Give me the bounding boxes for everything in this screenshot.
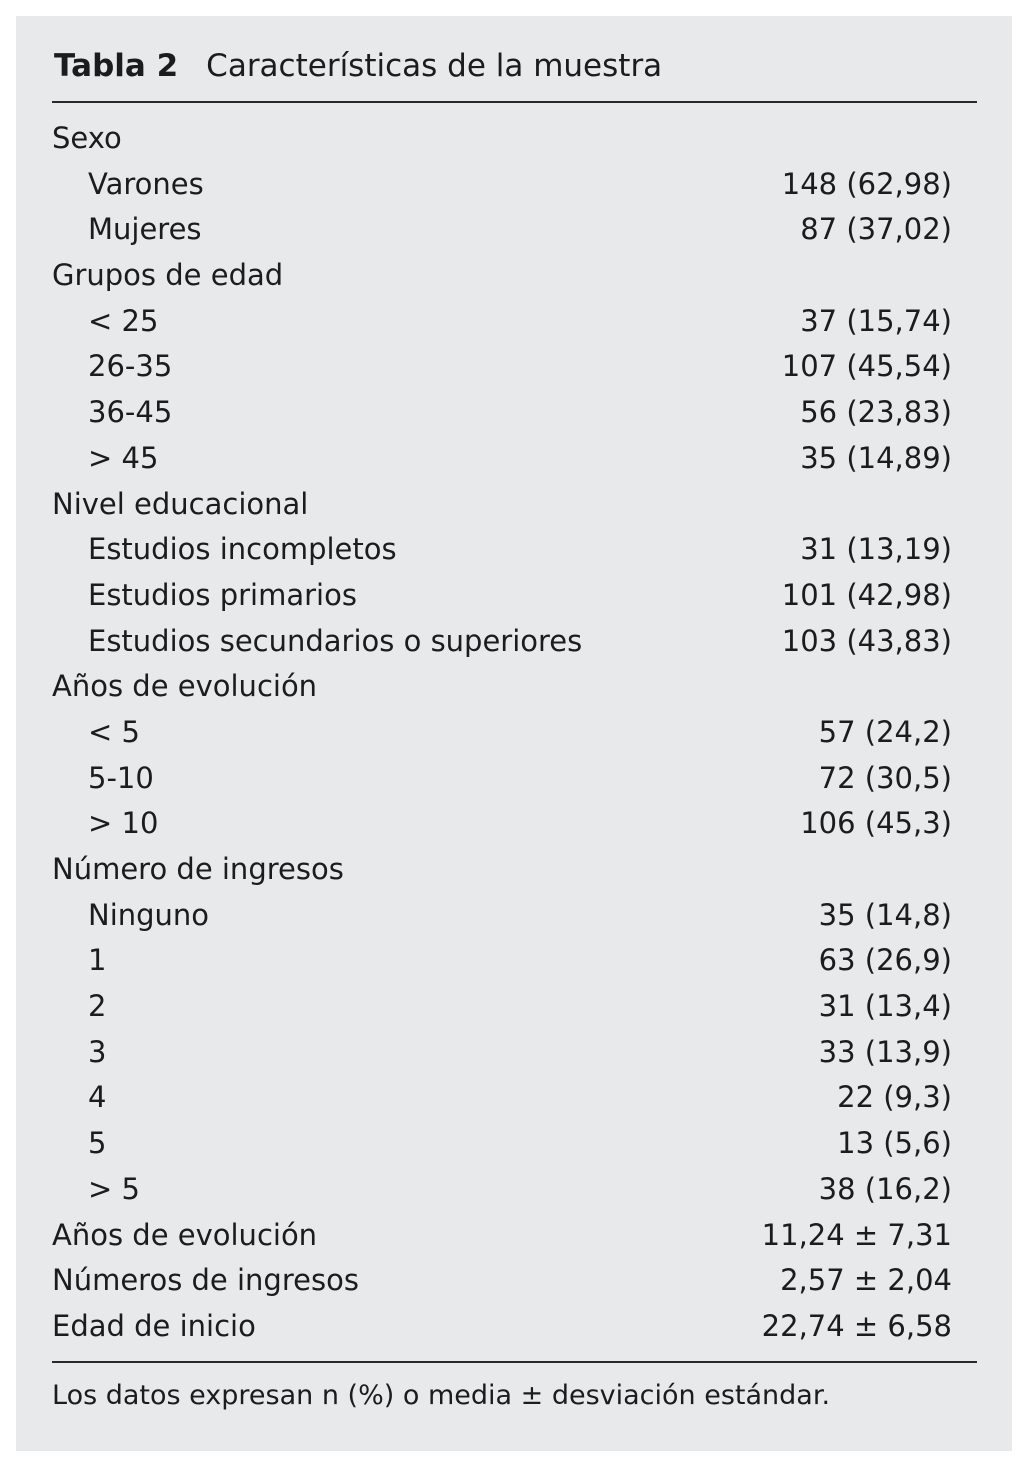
table-footnote: Los datos expresan n (%) o media ± desviación estándar. bbox=[52, 1380, 831, 1411]
row-value: 107 (45,54) bbox=[781, 349, 952, 384]
row-label: Números de ingresos bbox=[52, 1263, 359, 1298]
table-row-summary bbox=[52, 1304, 977, 1350]
row-label: Nivel educacional bbox=[52, 486, 309, 521]
row-value: 13 (5,6) bbox=[837, 1126, 952, 1161]
row-value: 106 (45,3) bbox=[800, 806, 952, 841]
table-body bbox=[52, 116, 977, 1350]
row-value: 63 (26,9) bbox=[818, 943, 952, 978]
row-label: Años de evolución bbox=[52, 1217, 318, 1252]
table-row-group bbox=[52, 482, 977, 528]
row-value: 35 (14,89) bbox=[800, 440, 952, 475]
top-rule bbox=[52, 101, 977, 103]
table-row bbox=[52, 984, 977, 1030]
row-label: Años de evolución bbox=[52, 669, 318, 704]
bottom-rule bbox=[52, 1361, 977, 1363]
row-label: Número de ingresos bbox=[52, 852, 344, 886]
row-label: 36-45 bbox=[88, 395, 173, 430]
table-row bbox=[52, 1167, 977, 1213]
row-value: 87 (37,02) bbox=[800, 212, 952, 247]
row-value: 72 (30,5) bbox=[818, 760, 952, 795]
row-label: Estudios secundarios o superiores bbox=[88, 623, 583, 658]
table-row bbox=[52, 390, 977, 436]
row-value: 33 (13,9) bbox=[818, 1034, 952, 1069]
row-value: 31 (13,4) bbox=[818, 989, 952, 1024]
table-row bbox=[52, 344, 977, 390]
row-value: 22 (9,3) bbox=[837, 1080, 952, 1115]
row-value: 56 (23,83) bbox=[800, 395, 952, 430]
table-row-group bbox=[52, 253, 977, 299]
table-row bbox=[52, 527, 977, 573]
table-row bbox=[52, 893, 977, 939]
row-label: Grupos de edad bbox=[52, 258, 284, 293]
row-value: 35 (14,8) bbox=[818, 897, 952, 932]
row-value: 11,24 ± 7,31 bbox=[761, 1217, 952, 1252]
table-row bbox=[52, 619, 977, 665]
row-label: 1 bbox=[88, 943, 107, 978]
row-value: 31 (13,19) bbox=[800, 532, 952, 567]
table-row-group bbox=[52, 664, 977, 710]
table-row-group bbox=[52, 847, 977, 893]
row-value: 148 (62,98) bbox=[781, 166, 952, 201]
row-value: 57 (24,2) bbox=[818, 714, 952, 749]
table-row-summary bbox=[52, 1213, 977, 1259]
table-row bbox=[52, 1121, 977, 1167]
row-label: Varones bbox=[88, 166, 204, 201]
table-row bbox=[52, 1075, 977, 1121]
row-label: Ninguno bbox=[88, 897, 210, 932]
row-label: Mujeres bbox=[88, 212, 202, 247]
table-row bbox=[52, 710, 977, 756]
row-label: 5-10 bbox=[88, 760, 154, 795]
row-label: 5 bbox=[88, 1126, 107, 1161]
table-panel bbox=[16, 16, 1012, 1451]
row-label: > 10 bbox=[88, 806, 159, 841]
row-value: 103 (43,83) bbox=[781, 623, 952, 658]
table-row bbox=[52, 207, 977, 253]
row-label: 26-35 bbox=[88, 349, 173, 384]
table-row bbox=[52, 299, 977, 345]
row-value: 101 (42,98) bbox=[781, 577, 952, 612]
table-row bbox=[52, 1030, 977, 1076]
row-label: 4 bbox=[88, 1080, 107, 1115]
table-row-summary bbox=[52, 1258, 977, 1304]
row-label: 3 bbox=[88, 1034, 107, 1069]
row-label: 2 bbox=[88, 989, 107, 1024]
row-label: > 45 bbox=[88, 440, 159, 475]
table-row bbox=[52, 938, 977, 984]
row-label: Estudios primarios bbox=[88, 577, 357, 612]
row-label: > 5 bbox=[88, 1171, 140, 1206]
table-row bbox=[52, 801, 977, 847]
row-value: 37 (15,74) bbox=[800, 303, 952, 338]
row-value: 2,57 ± 2,04 bbox=[780, 1263, 952, 1298]
table-title: Características de la muestra bbox=[206, 48, 663, 84]
row-label: < 25 bbox=[88, 303, 159, 338]
row-label: Estudios incompletos bbox=[88, 532, 397, 567]
row-label: Edad de inicio bbox=[52, 1308, 256, 1343]
row-label: Sexo bbox=[52, 121, 122, 155]
row-value: 22,74 ± 6,58 bbox=[761, 1308, 952, 1343]
table-row-group bbox=[52, 116, 977, 162]
table-label: Tabla 2 bbox=[54, 48, 179, 84]
table-row bbox=[52, 756, 977, 802]
table-row bbox=[52, 162, 977, 208]
table-row bbox=[52, 436, 977, 482]
row-label: < 5 bbox=[88, 714, 140, 749]
row-value: 38 (16,2) bbox=[818, 1171, 952, 1206]
table-row bbox=[52, 573, 977, 619]
table-caption bbox=[54, 46, 662, 86]
